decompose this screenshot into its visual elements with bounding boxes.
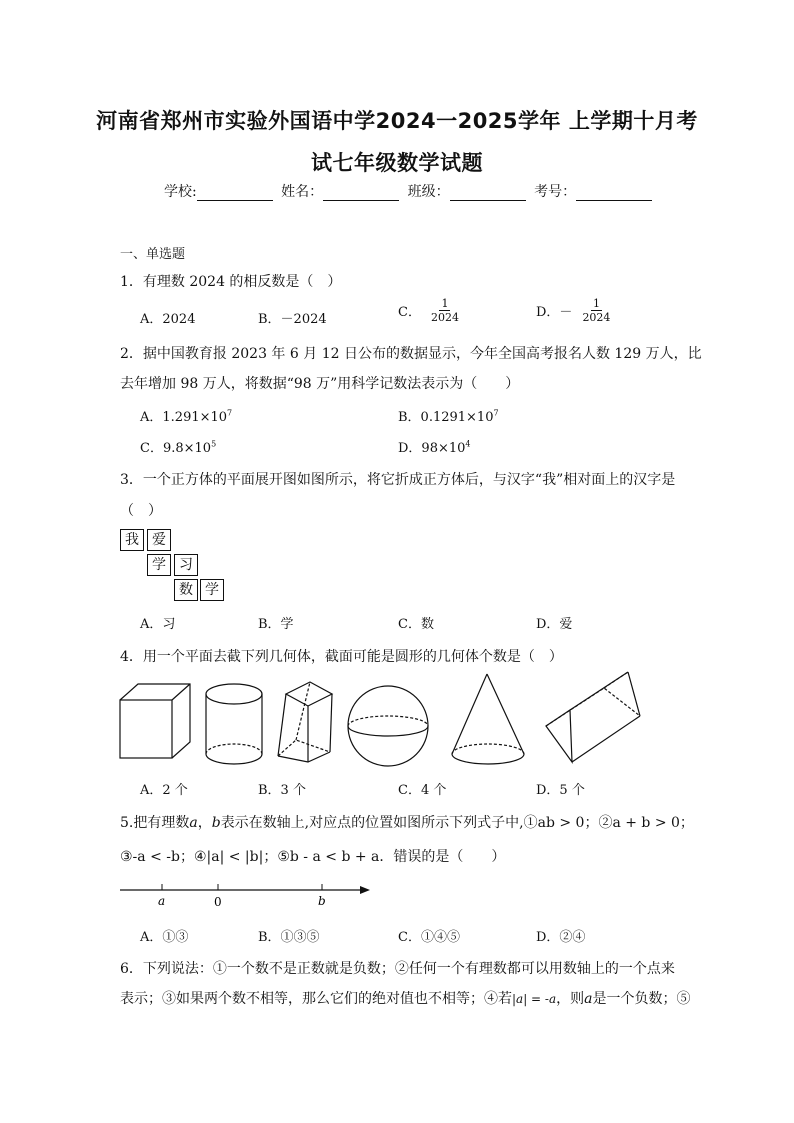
- q3-option-a[interactable]: A．习: [140, 617, 176, 632]
- q2-stem-line2: 去年增加 98 万人，将数据“98 万”用科学记数法表示为（ ）: [120, 376, 520, 392]
- q2-option-c-label: C．9.8×10: [140, 441, 212, 456]
- exam-number-field[interactable]: [576, 186, 652, 201]
- q2-stem-line1: 2．据中国教育报 2023 年 6 月 12 日公布的数据显示，今年全国高考报名人数 129 万人，比: [120, 346, 702, 362]
- comma: ，: [197, 815, 212, 831]
- axis-label-0: 0: [214, 895, 222, 909]
- net-cell-xue2: 学: [200, 579, 224, 601]
- q3-stem-line2: （ ）: [120, 503, 162, 519]
- q2-option-b-label: B．0.1291×10: [398, 410, 494, 425]
- var-b: b: [211, 815, 221, 831]
- cone-shape: [452, 674, 524, 764]
- frustum-shape: [278, 682, 332, 762]
- exponent: 7: [227, 408, 233, 418]
- q5-option-c[interactable]: C．①④⑤: [398, 930, 460, 945]
- q6-stem-line1: 6．下列说法：①一个数不是正数就是负数；②任何一个有理数都可以用数轴上的一个点来: [120, 961, 675, 977]
- exam-number-label: 考号：: [534, 184, 577, 200]
- q3-option-c[interactable]: C．数: [398, 617, 434, 632]
- axis-label-b: b: [318, 894, 326, 908]
- arrow-icon: [360, 886, 370, 894]
- school-field[interactable]: [197, 186, 273, 201]
- q6-line2-a: 表示；③如果两个数不相等，那么它们的绝对值也不相等；④若: [120, 991, 512, 1007]
- net-cell-xue: 学: [147, 554, 171, 576]
- q6-line2-b: ，则: [556, 991, 585, 1007]
- q5-stem-line2: [120, 846, 505, 866]
- q5-option-d[interactable]: D．②④: [536, 930, 586, 945]
- axis-label-a: a: [158, 894, 166, 908]
- q5-mid: 表示在数轴上,对应点的位置如图所示下列式子中,: [220, 815, 524, 831]
- q1-option-c-label: C．: [398, 305, 421, 320]
- name-label: 姓名：: [281, 184, 324, 200]
- expr-5: ⑤b - a < b + a．错误的是（ ）: [277, 849, 506, 865]
- class-label: 班级：: [407, 184, 450, 200]
- q1-option-b[interactable]: B．－2024: [258, 312, 327, 327]
- var-a: a: [189, 815, 198, 831]
- q1-option-a[interactable]: A．2024: [140, 312, 196, 327]
- q4-option-a[interactable]: A．2 个: [140, 783, 188, 798]
- q6-stem-line2: [120, 988, 691, 1008]
- exponent: 7: [493, 408, 499, 418]
- q4-option-b[interactable]: B．3 个: [258, 783, 306, 798]
- fraction-numerator: 1: [441, 297, 449, 310]
- section-heading: 一、单选题: [120, 247, 186, 262]
- exponent: 4: [465, 439, 471, 449]
- q6-abs-expr: |a| = -a: [512, 992, 557, 1006]
- class-field[interactable]: [450, 186, 526, 201]
- q3-option-b[interactable]: B．学: [258, 617, 294, 632]
- q2-option-b[interactable]: [398, 406, 499, 425]
- q1-option-d-label: D．－: [536, 305, 573, 320]
- fraction: [580, 297, 612, 324]
- net-cell-ai: 爱: [147, 529, 171, 551]
- student-info-row: [164, 181, 656, 201]
- school-label: 学校:: [164, 184, 197, 200]
- q2-option-d[interactable]: [398, 437, 471, 456]
- q1-option-d[interactable]: [536, 297, 612, 324]
- exam-title-line1: 河南省郑州市实验外国语中学2024一2025学年 上学期十月考: [96, 109, 698, 133]
- expr-4: |a| < |b|；: [206, 849, 278, 865]
- number-line: [118, 878, 378, 912]
- fraction-denominator: 2024: [582, 311, 611, 324]
- fraction: [429, 297, 461, 324]
- fraction-numerator: 1: [592, 297, 600, 310]
- expr-4-label: ④: [193, 849, 207, 865]
- q1-stem: 1．有理数 2024 的相反数是（ ）: [120, 274, 342, 290]
- net-cell-shu: 数: [174, 579, 198, 601]
- q2-option-a-label: A．1.291×10: [140, 410, 228, 425]
- q5-option-a[interactable]: A．①③: [140, 930, 189, 945]
- q2-option-a[interactable]: [140, 406, 232, 425]
- q5-stem-line1: [120, 812, 694, 832]
- expr-3: ③-a < -b；: [120, 849, 194, 865]
- q1-option-c[interactable]: [398, 297, 461, 324]
- q3-stem-line1: 3．一个正方体的平面展开图如图所示，将它折成正方体后，与汉字“我”相对面上的汉字是: [120, 472, 676, 488]
- cube-shape: [120, 684, 190, 758]
- net-cell-xi: 习: [174, 554, 198, 576]
- fraction-denominator: 2024: [430, 311, 459, 324]
- net-cell-wo: 我: [120, 529, 144, 551]
- sphere-shape: [348, 686, 428, 766]
- solids-figure: [110, 666, 670, 776]
- exponent: 5: [211, 439, 217, 449]
- triangular-prism-shape: [546, 672, 640, 762]
- q5-prefix: 5.把有理数: [120, 815, 190, 831]
- expr-2: ②a + b > 0；: [598, 815, 694, 831]
- q2-option-c[interactable]: [140, 437, 216, 456]
- q4-option-d[interactable]: D．5 个: [536, 783, 585, 798]
- q6-var-a: a: [584, 991, 593, 1007]
- q4-stem: 4．用一个平面去截下列几何体，截面可能是圆形的几何体个数是（ ）: [120, 649, 563, 665]
- exam-title-line2: 试七年级数学试题: [311, 151, 483, 175]
- q5-option-b[interactable]: B．①③⑤: [258, 930, 320, 945]
- q3-option-d[interactable]: D．爱: [536, 617, 573, 632]
- q2-option-d-label: D．98×10: [398, 441, 466, 456]
- cylinder-shape: [206, 684, 262, 764]
- expr-1: ①ab > 0；: [523, 815, 599, 831]
- q6-line2-c: 是一个负数；⑤: [592, 991, 691, 1007]
- name-field[interactable]: [323, 186, 399, 201]
- q4-option-c[interactable]: C．4 个: [398, 783, 447, 798]
